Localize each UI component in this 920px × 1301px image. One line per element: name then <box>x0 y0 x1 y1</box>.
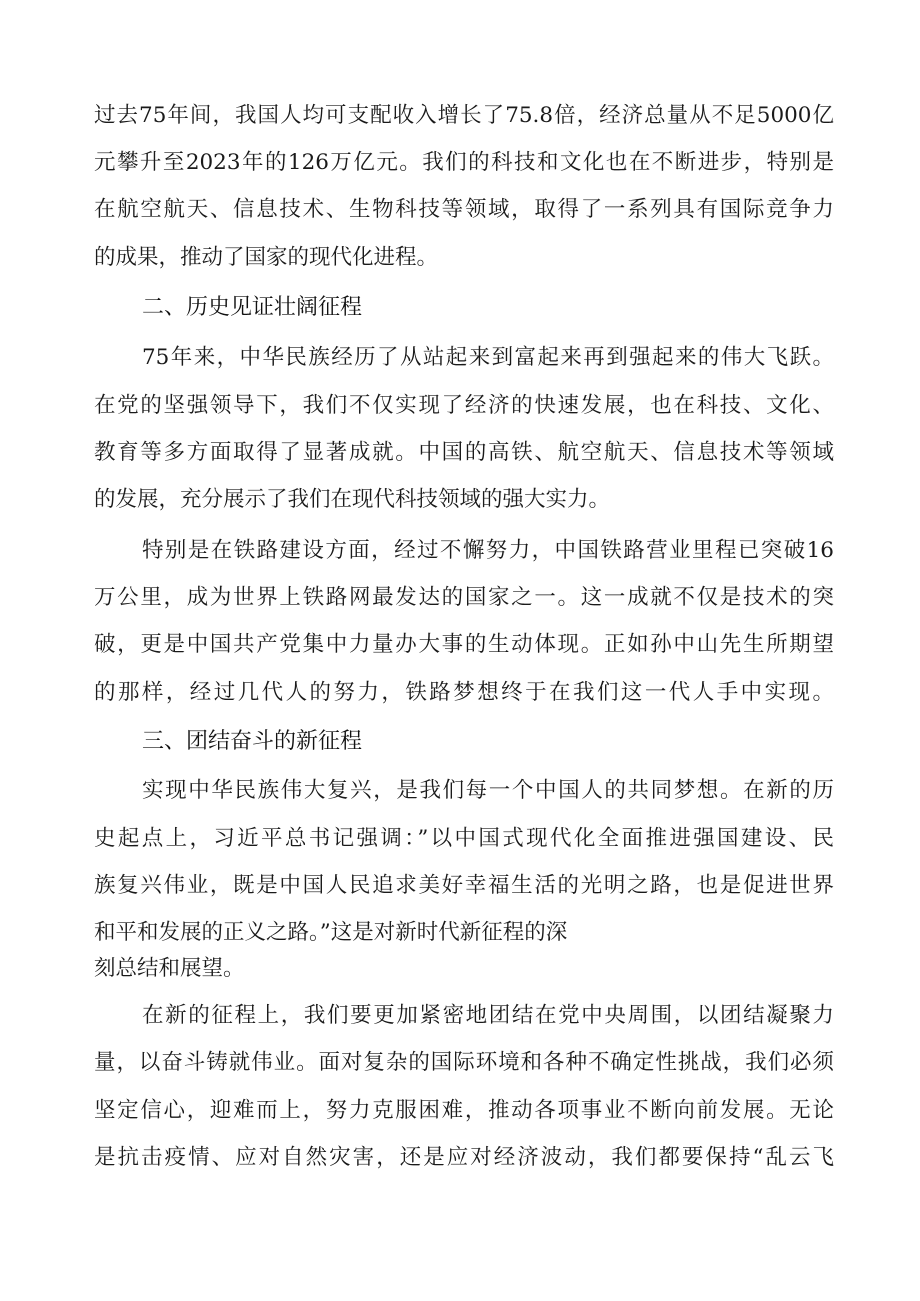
paragraph-line: 在党的坚强领导下，我们不仅实现了经济的快速发展，也在科技、文化、 <box>94 393 834 418</box>
paragraph-line: 史起点上，习近平总书记强调：”以中国式现代化全面推进强国建设、民 <box>94 826 834 851</box>
paragraph-line: 教育等多方面取得了显著成就。中国的高铁、航空航天、信息技术等领域 <box>94 440 834 465</box>
paragraph-line: 元攀升至2023年的126万亿元。我们的科技和文化也在不断进步，特别是 <box>94 150 834 175</box>
paragraph-line: 万公里，成为世界上铁路网最发达的国家之一。这一成就不仅是技术的突 <box>94 585 834 610</box>
paragraph-line: 是抗击疫情、应对自然灾害，还是应对经济波动，我们都要保持“乱云飞 <box>94 1145 834 1170</box>
paragraph-line: 过去75年间，我国人均可支配收入增长了75.8倍，经济总量从不足5000亿 <box>94 103 834 128</box>
paragraph-line: 量，以奋斗铸就伟业。面对复杂的国际环境和各种不确定性挑战，我们必须 <box>94 1050 834 1075</box>
paragraph-line: 刻总结和展望。 <box>94 956 245 981</box>
paragraph-line: 特别是在铁路建设方面，经过不懈努力，中国铁路营业里程已突破16 <box>142 538 834 563</box>
paragraph-line: 的成果，推动了国家的现代化进程。 <box>94 245 439 270</box>
paragraph-line: 在新的征程上，我们要更加紧密地团结在党中央周围，以团结凝聚力 <box>142 1003 834 1028</box>
paragraph-line: 破，更是中国共产党集中力量办大事的生动体现。正如孙中山先生所期望 <box>94 632 834 657</box>
paragraph-line: 实现中华民族伟大复兴，是我们每一个中国人的共同梦想。在新的历 <box>142 778 834 803</box>
section-heading-unity: 三、团结奋斗的新征程 <box>142 729 363 754</box>
paragraph-line: 的那样，经过几代人的努力，铁路梦想终于在我们这一代人手中实现。 <box>94 680 834 705</box>
paragraph-line: 的发展，充分展示了我们在现代科技领域的强大实力。 <box>94 487 611 512</box>
paragraph-line: 和平和发展的正义之路。”这是对新时代新征程的深 <box>94 920 568 945</box>
paragraph-line: 族复兴伟业，既是中国人民追求美好幸福生活的光明之路，也是促进世界 <box>94 873 834 898</box>
paragraph-line: 在航空航天、信息技术、生物科技等领域，取得了一系列具有国际竞争力 <box>94 197 834 222</box>
paragraph-line: 坚定信心，迎难而上，努力克服困难，推动各项事业不断向前发展。无论 <box>94 1098 834 1123</box>
paragraph-line: 75年来，中华民族经历了从站起来到富起来再到强起来的伟大飞跃。 <box>142 345 834 370</box>
section-heading-history: 二、历史见证壮阔征程 <box>142 295 363 320</box>
